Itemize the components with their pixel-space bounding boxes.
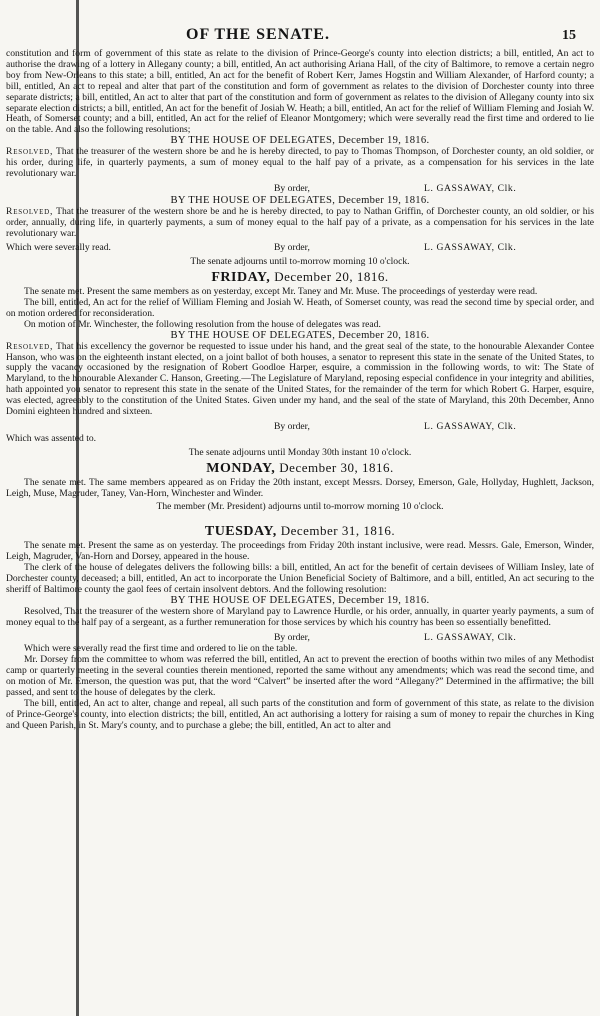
house-heading: BY THE HOUSE OF DELEGATES, December 19, 1816. [170, 135, 430, 147]
resolution-paragraph: Resolved, That the treasurer of the western shore of Maryland pay to Lawrence Hurdle, or his order, annually, in quarter yearly payments, a sum of money equal to the half pay of a sergeant, as a further remuneration for those services by which his country has been so essentially benefitted. [6, 605, 594, 628]
by-order-label: By order, [274, 421, 310, 432]
resolved-label: Resolved, [6, 205, 54, 217]
day-heading-friday [6, 269, 594, 286]
continued-paragraph: constitution and form of government of this state as relate to the division of Prince-George's county into election districts; a bill, entitled, An act to authorise the drawing of a lottery in Allegany county; a bill, entitled, An act authorising Ariana Hall, of the city of Baltimore, to remove a certain negro boy from New-Orleans to this state; a bill, entitled, An act for the benefit of Robert Kerr, James Hogstin and William Alexander, of Harford county; a bill, entitled, An act to repeal and alter that part of the constitution and form of government as relates to the division of Dorchester county into three separate districts; a bill, entitled, An act to alter that part of the constitution and form of government as relates to the division of Allegany county into six separate election districts; a bill, entitled, An act for the benefit of Josiah W. Heath; a bill, entitled, An act for the relief of William Fleming and Josiah W. Heath, of Somerset county; and a bill, entitled, An act for the relief of Eleanor Montgomery; which were severally read the first time and ordered to lie on the table. And also the following resolutions; [6, 48, 594, 136]
paragraph: Which were severally read the first time and ordered to lie on the table. [24, 643, 298, 655]
by-order-label: By order, [274, 182, 310, 194]
paragraph: The clerk of the house of delegates delivers the following bills: a bill, entitled, An act for the benefit of certain devisees of William Insley, late of Dorchester county, deceased; a bill, entitled, An act to incorporate the Union Beneficial Society of Baltimore, and a bill, entitled, An act securing to the sheriff of Baltimore county the gaol fees of certain insolvent debtors. And the following resolution: [6, 562, 594, 595]
day-date: December 30, 1816. [279, 459, 394, 475]
paragraph: The senate met. The same members appeared as on Friday the 20th instant, except Messrs. Dorsey, Emerson, Gale, Hollyday, Hughlett, Jackson, Leigh, Muse, Magruder, Taney, Van-Horn, Winchester and Winder. [6, 476, 594, 499]
day-heading-monday [6, 459, 594, 476]
by-order-label: By order, [274, 242, 310, 254]
day-title: MONDAY, [206, 460, 276, 476]
resolution-paragraph [6, 342, 594, 418]
resolution-paragraph [6, 147, 594, 180]
by-order-label: By order, [274, 631, 310, 643]
clerk-name: L. GASSAWAY, Clk. [424, 631, 517, 643]
order-signature [6, 633, 594, 644]
house-heading: BY THE HOUSE OF DELEGATES, December 19, 1816. [170, 594, 430, 606]
house-heading: BY THE HOUSE OF DELEGATES, December 20, 1816. [170, 329, 430, 341]
day-date: December 20, 1816. [274, 269, 389, 285]
read-line: Which were severally read. [6, 242, 111, 254]
page-header [0, 26, 600, 46]
order-signature [6, 422, 594, 433]
paragraph: The senate met. Present the same as on yesterday. The proceedings from Friday 20th instant inclusive, were read. Messrs. Gale, Emerson, Winder, Leigh, Magruder, Van-Horn and Dorsey, appeared in the house. [6, 540, 594, 563]
day-title: FRIDAY, [211, 270, 271, 286]
resolution-text: That the treasurer of the western shore be and he is hereby directed, to pay to Thomas Thompson, of Dorchester county, an old soldier, or his order, during life, in quarterly payments, a sum of money equal to the half pay of a private, as a compensation for his services in the late revolutionary war. [6, 146, 594, 179]
order-signature [6, 243, 594, 254]
resolved-label: Resolved, [6, 340, 54, 352]
page-number: 15 [562, 28, 576, 43]
order-signature [6, 184, 594, 195]
page-body [6, 49, 594, 732]
running-title: OF THE SENATE. [186, 26, 330, 43]
paragraph: On motion of Mr. Winchester, the following resolution from the house of delegates was read. [24, 318, 381, 330]
resolution-text: That his excellency the governor be requested to issue under his hand, and the great seal of the state, to the honourable Alexander Contee Hanson, who was on the eighteenth instant elected, on a joint ballot of both houses, a senator to represent this state in the senate of the United States, to supply the vacancy occasioned by the resignation of Robert Goodloe Harper, esquire, a commission in the following words, to wit: The State of Maryland, to the honourable Alexander C. Hanson, Greeting.—The Legislature of Maryland, reposing especial confidence in your integrity and abilities, hath appointed you senator to represent this state in the senate of the United States, for the remainder of the term for which Robert G. Harper, esquire, was elected, agreeably to the constitution of the United States. Given under my hand, and the seal of the state of Maryland, this 20th December, Anno Domini eighteen hundred and sixteen. [6, 340, 594, 418]
paragraph: The bill, entitled, An act for the relief of William Fleming and Josiah W. Heath, of Somerset county, was read the second time by special order, and on motion ordered for reconsideration. [6, 297, 594, 319]
paragraph: The senate met. Present the same members as on yesterday, except Mr. Taney and Mr. Muse. The proceedings of yesterday were read. [24, 286, 538, 298]
clerk-name: L. GASSAWAY, Clk. [424, 242, 517, 254]
paragraph: Mr. Dorsey from the committee to whom was referred the bill, entitled, An act to prevent the erection of booths within two miles of any Methodist camp or quarterly meeting in the several counties therein mentioned, reported the same without any amendments; which was read the second time, and on motion of Mr. Emerson, the question was put, that the word “Calvert” be inserted after the word “Allegany?” Determined in the affirmative; the bill passed, and sent to the house of delegates by the clerk. [6, 654, 594, 699]
day-date: December 31, 1816. [280, 523, 396, 539]
resolution-text: That the treasurer of the western shore be and he is hereby directed, to pay to Nathan Griffin, of Dorchester county, an old soldier, or his order, annually, during life, in quarterly payments, a sum of money equal to the half pay of a private, as a compensation for his services in the late revolutionary war. [6, 205, 594, 239]
clerk-name: L. GASSAWAY, Clk. [424, 182, 517, 194]
assent-line: Which was assented to. [6, 432, 97, 444]
day-title: TUESDAY, [204, 524, 277, 540]
resolution-paragraph [6, 207, 594, 240]
resolved-label: Resolved, [6, 146, 54, 158]
adjournment-line: The senate adjourns until to-morrow morning 10 o'clock. [190, 256, 410, 268]
adjournment-line: The member (Mr. President) adjourns until to-morrow morning 10 o'clock. [156, 501, 444, 513]
day-heading-tuesday [6, 523, 594, 540]
clerk-name: L. GASSAWAY, Clk. [424, 421, 517, 432]
paragraph: The bill, entitled, An act to alter, change and repeal, all such parts of the constitution and form of government of this state, as relate to the division of Prince-George's county, into election districts; the bill, entitled, An act authorising a lottery for raising a sum of money to repair the churches in King and Queen Parish, in St. Mary's county, and to purchase a glebe; the bill, entitled, An act to alter and [6, 697, 594, 731]
adjournment-line: The senate adjourns until Monday 30th instant 10 o'clock. [188, 446, 412, 458]
house-heading: BY THE HOUSE OF DELEGATES, December 19, 1816. [170, 194, 430, 206]
